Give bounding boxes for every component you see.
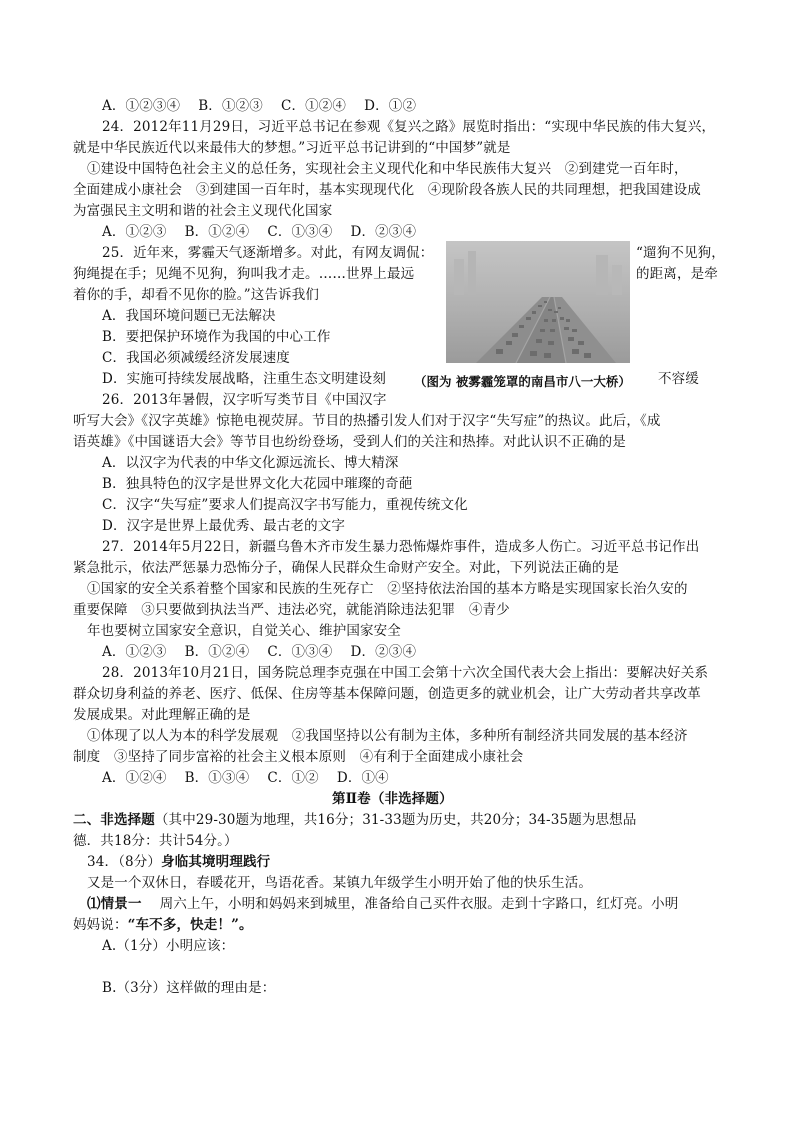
q34-scene1-line1 [87, 895, 678, 913]
q26-option-a: A．以汉字为代表的中华文化源远流长、博大精深 [102, 455, 399, 471]
q28-item-line2: 制度 ③坚持了同步富裕的社会主义根本原则 ④有利于全面建成小康社会 [73, 749, 524, 765]
section-title: 二、非选择题 [73, 812, 155, 828]
q34-question-a: A.（1分）小明应该： [102, 938, 235, 954]
q28-stem-line3: 发展成果。对此理解正确的是 [73, 707, 251, 723]
q28-stem-line1: 28．2013年10月21日，国务院总理李克强在中国工会第十六次全国代表大会上指出：要解决好关系 [102, 665, 709, 681]
smog-bridge-illustration [446, 241, 630, 363]
q24-stem-line2: 就是中华民族近代以来最伟大的梦想。”习近平总书记讲到的“中国梦”就是 [73, 140, 511, 156]
q27-item-line3: 年也要树立国家安全意识，自觉关心、维护国家安全 [87, 623, 401, 639]
q26-option-b: B．独具特色的汉字是世界文化大花园中璀璨的奇葩 [102, 476, 413, 492]
q25-option-d: D．实施可持续发展战略，注重生态文明建设刻 [102, 371, 386, 387]
q24-item-line1: ①建设中国特色社会主义的总任务，实现社会主义现代化和中华民族伟大复兴 ②到建党一百年时， [87, 161, 688, 177]
q34-scene1-text: 周六上午，小明和妈妈来到城里，准备给自己买件衣服。走到十字路口，红灯亮。小明 [141, 896, 679, 912]
q34-question-b: B.（3分）这样做的理由是： [102, 980, 276, 996]
q25-stem-line1: 25．近年来，雾霾天气逐渐增多。对此，有网友调侃： [102, 245, 434, 261]
q25-option-a: A．我国环境问题已无法解决 [102, 308, 276, 324]
q34-intro: 又是一个双休日，春暖花开，鸟语花香。某镇九年级学生小明开始了他的快乐生活。 [87, 875, 593, 891]
q23-options: A．①②③④ B．①②③ C．①②④ D．①② [102, 98, 417, 114]
q24-stem-line1: 24．2012年11月29日，习近平总书记在参观《复兴之路》展览时指出：“实现中华民族的伟大复兴， [102, 119, 716, 135]
q25-option-b: B．要把保护环境作为我国的中心工作 [102, 329, 331, 345]
q34-number: 34．（8分） [87, 854, 162, 870]
q25-stem-line1-right: “遛狗不见狗， [636, 245, 725, 261]
q26-option-c: C．汉字“失写症”要求人们提高汉字书写能力，重视传统文化 [102, 497, 468, 513]
q26-option-d: D．汉字是世界上最优秀、最古老的文字 [102, 518, 346, 534]
q26-stem-line3: 语英雄》《中国谜语大会》等节目也纷纷登场，受到人们的关注和热捧。对此认识不正确的是 [73, 434, 626, 450]
q25-stem-line3: 着你的手，却看不见你的脸。”这告诉我们 [73, 287, 320, 303]
section-desc: （其中29-30题为地理，共16分；31-33题为历史，共20分；34-35题为思想品 [154, 812, 637, 828]
q24-item-line3: 为富强民主文明和谐的社会主义现代化国家 [73, 203, 333, 219]
photo-caption: （图为 被雾霾笼罩的南昌市八一大桥） [414, 374, 631, 389]
q27-options: A．①②③ B．①②④ C．①③④ D．②③④ [102, 644, 417, 660]
q27-stem-line1: 27．2014年5月22日，新疆乌鲁木齐市发生暴力恐怖爆炸事件，造成多人伤亡。习近平总书记作出 [102, 539, 700, 555]
q34-scene1-quote: “车不多，快走！”。 [127, 917, 253, 933]
q25-stem-line2-right: 的距离，是牵 [636, 266, 718, 282]
q28-item-line1: ①体现了以人为本的科学发展观 ②我国坚持以公有制为主体，多种所有制经济共同发展的基本经济 [87, 728, 688, 744]
q27-stem-line2: 紧急批示，依法严惩暴力恐怖分子，确保人民群众生命财产安全。对此，下列说法正确的是 [73, 560, 619, 576]
q26-stem-line1: 26．2013年暑假，汉字听写类节目《中国汉字 [102, 392, 387, 408]
q34-title: 身临其境明理践行 [161, 854, 271, 870]
q27-item-line1: ①国家的安全关系着整个国家和民族的生死存亡 ②坚持依法治国的基本方略是实现国家长治久安的 [87, 581, 688, 597]
q34-scene1-line2 [73, 916, 253, 934]
q25-option-c: C．我国必须减缓经济发展速度 [102, 350, 290, 366]
q27-item-line2: 重要保障 ③只要做到执法当严、违法必究，就能消除违法犯罪 ④青少 [73, 602, 510, 618]
q28-stem-line2: 群众切身利益的养老、医疗、低保、住房等基本保障问题，创造更多的就业机会，让广大劳动者共享改革 [73, 686, 701, 702]
q24-options: A．①②③ B．①②④ C．①③④ D．②③④ [102, 224, 417, 240]
q34-scene1-label: ⑴情景一 [87, 896, 142, 912]
q26-stem-line2: 听写大会》《汉字英雄》惊艳电视荧屏。节目的热播引发人们对于汉字“失写症”的热议。此后，《成 [73, 413, 661, 429]
section-heading [73, 811, 636, 829]
smog-bridge-photo [446, 241, 630, 363]
q28-options: A．①②④ B．①③④ C．①② D．①④ [102, 770, 389, 786]
section-desc-line2: 德．共18分：共计54分。） [73, 833, 238, 849]
q25-option-d-tail: 不容缓 [658, 371, 699, 387]
q24-item-line2: 全面建成小康社会 ③到建国一百年时，基本实现现代化 ④现阶段各族人民的共同理想，把我国建设成 [73, 182, 701, 198]
q34-scene1-text2: 妈妈说： [73, 917, 128, 933]
q25-stem-line2: 狗绳提在手；见绳不见狗，狗叫我才走。……世界上最远 [73, 266, 415, 282]
part2-title: 第Ⅱ卷（非选择题） [332, 791, 453, 807]
q34-heading [87, 853, 270, 871]
